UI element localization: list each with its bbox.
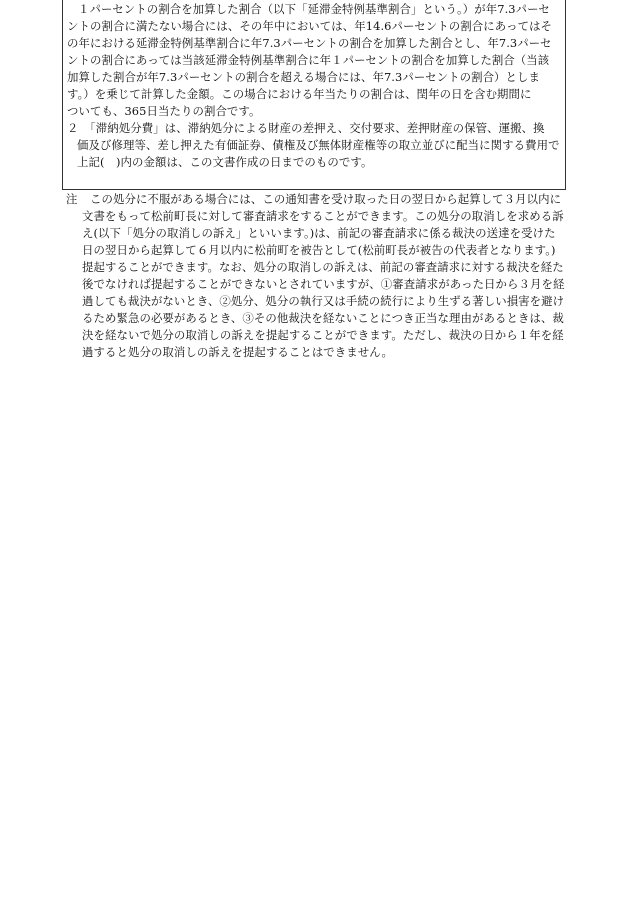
- ruby-word: [417, 86, 429, 103]
- note-line: 後でなければ提起することができないとされていますが、①審査請求があった日から３月を経: [82, 277, 565, 291]
- box-line-7: ついても、365日当たりの割合です。: [67, 104, 261, 118]
- note-line: るため緊急の必要があるとき、③その他裁決を経ないことにつき正当な理由があるときは、裁: [82, 311, 564, 325]
- note-line: 提起することができます。なお、処分の取消しの訴えは、前記の審査請求に対する裁決を経た: [82, 260, 564, 274]
- item-2-line-2: 価及び修理等、差し押えた有価証券、債権及び無体財産権等の取立並びに配当に関する費用で: [77, 138, 560, 152]
- box-line-1: １パーセントの割合を加算した割合（以下「延滞金特例基準割合」という。）が年7.3パーセ: [78, 2, 550, 16]
- box-line-4: ントの割合にあっては当該延滞金特例基準割合に年１パーセントの割合を加算した割合（当該: [67, 53, 550, 67]
- note-line: え(以下「処分の取消しの訴え」といいます。)は、前記の審査請求に係る裁決の送達を受けた: [82, 226, 556, 240]
- box-line-3: の年における延滞金特例基準割合に年7.3パーセントの割合を加算した割合とし、年7.3パーセ: [67, 36, 552, 50]
- note-line: 過しても裁決がないとき、②処分、処分の執行又は手続の続行により生ずる著しい損害を避け: [82, 294, 565, 308]
- box-line-6: [67, 86, 561, 103]
- note-label: 注: [66, 192, 78, 206]
- note-line: 文書をもって松前町長に対して審査請求をすることができます。この処分の取消しを求める訴: [82, 209, 564, 223]
- appeal-note: [66, 191, 570, 361]
- notes-box: [62, 0, 566, 190]
- note-first-line: [66, 191, 570, 208]
- item-2-line-1: ２ 「滞納処分費」は、滞納処分による財産の差押え、交付要求、差押財産の保管、運搬、換: [67, 121, 545, 135]
- box-line-5: 加算した割合が年7.3パーセントの割合を超える場合には、年7.3パーセントの割合）としま: [67, 70, 541, 84]
- item-2-line-3: 上記( )内の金額は、この文書作成の日までのものです。: [77, 155, 373, 169]
- box-line-2: ントの割合に満たない場合には、その年中においては、年14.6パーセントの割合にあってはそ: [67, 19, 553, 33]
- note-line: 日の翌日から起算して６月以内に松前町を被告として(松前町長が被告の代表者となります。): [82, 243, 556, 257]
- note-first-text: この処分に不服がある場合には、この通知書を受け取った日の翌日から起算して３月以内に: [90, 192, 562, 206]
- box-line-6-tail: 年の日を含む期間に: [428, 87, 532, 101]
- ruby-base: 閏: [416, 87, 429, 101]
- box-line-6-text: す。）を乗じて計算した金額。この場合における年当たりの割合は、: [67, 87, 417, 101]
- note-line: 過すると処分の取消しの訴えを提起することはできません。: [82, 345, 393, 359]
- note-line: 決を経ないで処分の取消しの訴えを提起することができます。ただし、裁決の日から１年を経: [82, 328, 564, 342]
